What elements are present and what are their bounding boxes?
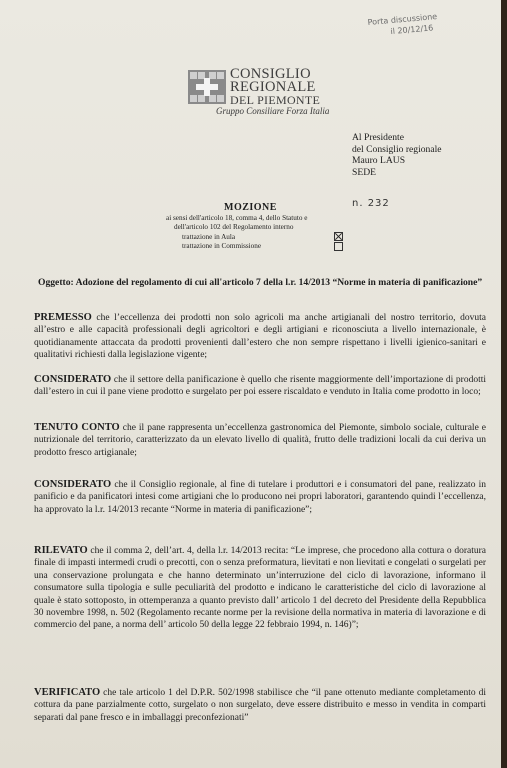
paragraph-premesso (34, 312, 486, 362)
paragraph-text: che tale articolo 1 del D.P.R. 502/1998 stabilisce che “il pane ottenuto mediante completamento di cottura da pane parzialmente cotto, surgelato o non surgelato, deve essere distribuito e messo in vendita in comparti separati dal pane fresco e in imballaggi preconfezionati” (34, 688, 486, 723)
handwritten-line-2: il 20/12/16 (390, 23, 434, 37)
paragraph-text: che l’eccellenza dei prodotti non solo agricoli ma anche artigianali del nostro territorio, dovuta all’estro e alle capacità professionali degli agricoltori e degli artigiani e riconosciuta a livello internazionale, è quotidianamente attaccata da prodotti provenienti dall’estero che non sempre rispettano i livelli igienico-sanitari e qualitativi richiesti dalla legislazione vigente; (34, 313, 486, 361)
paragraph-keyword: TENUTO CONTO (34, 422, 120, 433)
option-commissione-checkbox[interactable] (334, 242, 343, 251)
motion-number: n. 232 (352, 198, 390, 209)
option-commissione-label: trattazione in Commissione (182, 242, 262, 250)
addressee-line-4: SEDE (352, 166, 376, 178)
paragraph-keyword: CONSIDERATO (34, 374, 112, 385)
addressee-block (352, 132, 442, 178)
paragraph-tenuto-conto (34, 422, 486, 459)
addressee-line-3: Mauro LAUS (352, 155, 406, 166)
motion-legal-basis (166, 214, 307, 231)
subject-line: Oggetto: Adozione del regolamento di cui all'articolo 7 della l.r. 14/2013 “Norme in materia di panificazione” (38, 277, 483, 288)
logo-wordmark (230, 68, 320, 107)
paragraph-text: che il pane rappresenta un’eccellenza gastronomica del Piemonte, simbolo sociale, culturale e nutrizionale del territorio, caratterizzato da un elevato livello di qualità, frutto delle tradizioni locali da cui deriva un prodotto fresco artigianale; (34, 423, 487, 458)
paragraph-keyword: CONSIDERATO (34, 479, 112, 490)
paragraph-text: che il settore della panificazione è quello che risente maggiormente dell’importazione di prodotti dall’estero in cui il pane viene prodotto e surgelato per poi essere riscaldato e venduto in Italia come prodotto in loco; (34, 375, 486, 398)
paragraph-text: che il comma 2, dell’art. 4, della l.r. 14/2013 recita: “Le imprese, che procedono alla cottura o doratura finale di impasti intermedi crudi o precotti, con o senza preformatura, lievitati e non lievitati e congelati o surgelati per una conservazione prolungata e che hanno determinato un’interruzione del ciclo di lavorazione, informano il consumatore sulla tipologia e sulle peculiarità del prodotto e indicano le caratteristiche del ciclo di lavorazione al quale è stato sottoposto, in ottemperanza a quanto previsto dall’ articolo 1 del decreto del Presidente della Repubblica 30 novembre 1998, n. 502 (Regolamento recante norme per la revisione della normativa in materia di lavorazione e di commercio del pane, a norma dell’ articolo 50 della legge 22 febbraio 1994, n. 146)”; (34, 546, 486, 631)
motion-title: MOZIONE (224, 202, 277, 213)
logo-line-3: DEL PIEMONTE (230, 93, 321, 107)
paragraph-considerato-1 (34, 374, 486, 399)
paragraph-rilevato (34, 545, 486, 632)
paragraph-considerato-2 (34, 479, 486, 516)
addressee-line-2: del Consiglio regionale (352, 143, 442, 155)
addressee-line-1: Al Presidente (352, 132, 404, 143)
option-aula-label: trattazione in Aula (182, 233, 236, 241)
paragraph-text: che il Consiglio regionale, al fine di tutelare i produttori e i consumatori del pane, realizzato in panificio e da panificatori intesi come artigiani che lo producono nei propri laboratori, garantendo quindi l’eccellenza, ha approvato la l.r. 14/2013 recante “Norme in materia di panificazione”; (34, 480, 486, 515)
logo-line-1: CONSIGLIO (230, 66, 311, 82)
motion-sub-line-2: dell'articolo 102 del Regolamento interno (174, 222, 294, 231)
paragraph-keyword: VERIFICATO (34, 687, 101, 698)
motion-sub-line-1: ai sensi dell'articolo 18, comma 4, dello Statuto e (166, 214, 308, 222)
handwritten-line-1: Porta discussione (367, 12, 438, 28)
handwritten-note (367, 11, 438, 39)
option-aula-checkbox[interactable] (334, 232, 343, 241)
paragraph-keyword: PREMESSO (34, 312, 92, 323)
paragraph-keyword: RILEVATO (34, 545, 88, 556)
logo-line-2: REGIONALE (230, 79, 316, 95)
paragraph-verificato (34, 687, 486, 724)
piedmont-emblem-icon (188, 70, 226, 104)
political-group: Gruppo Consiliare Forza Italia (216, 106, 330, 116)
desk-edge (501, 0, 507, 768)
